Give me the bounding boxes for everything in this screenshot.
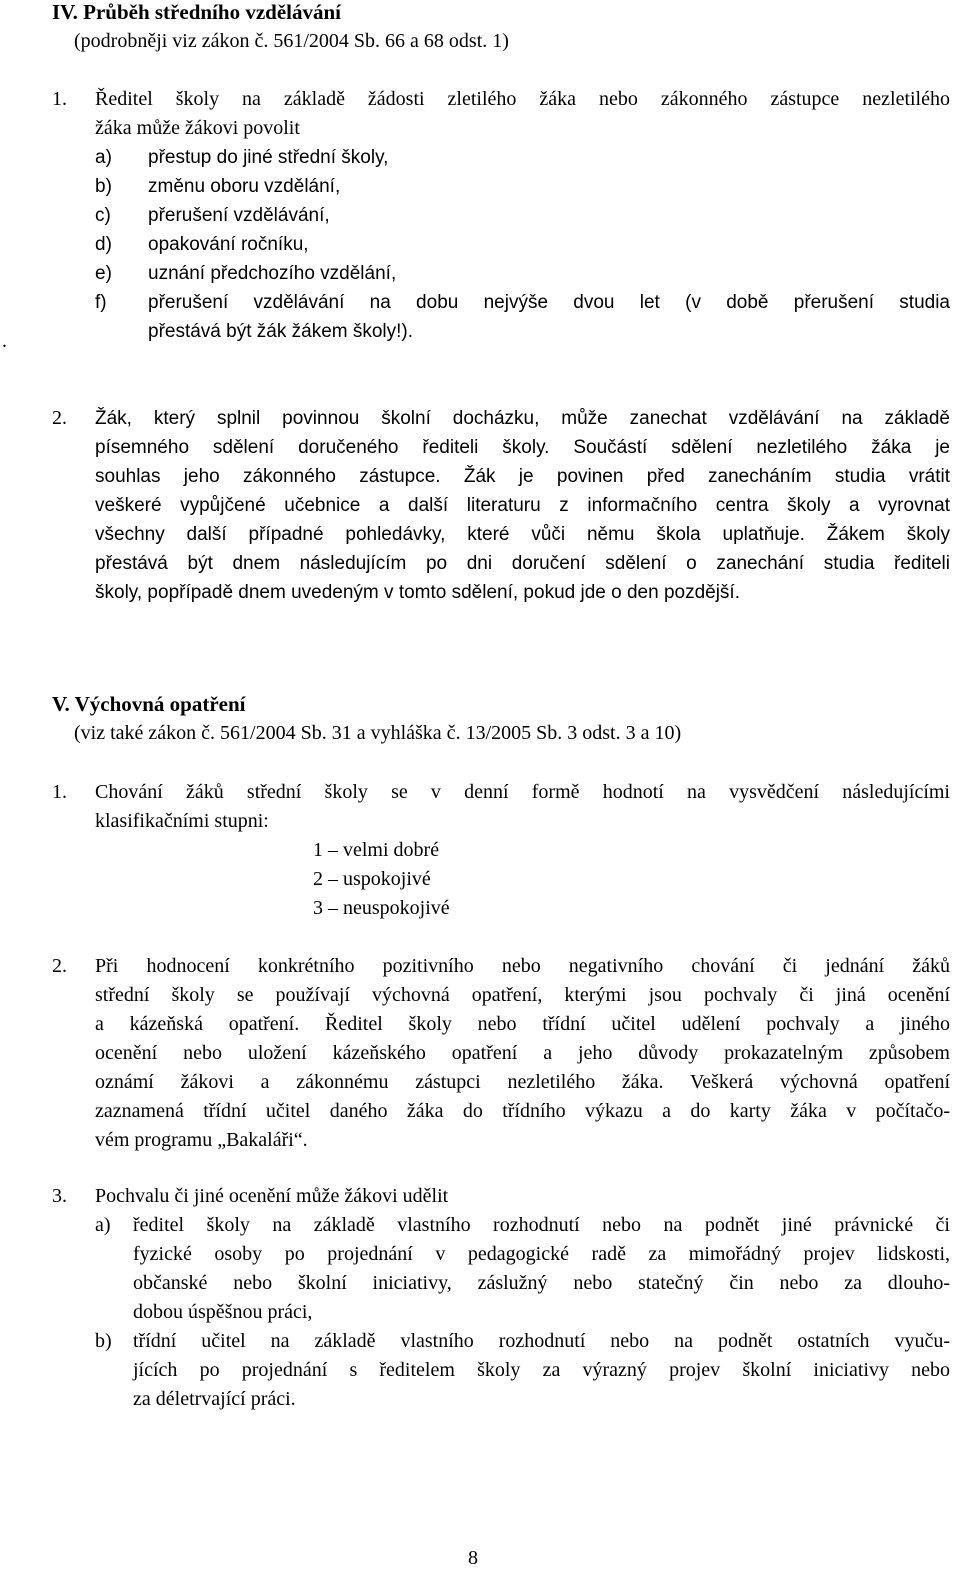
v-item2-line-6: zaznamená třídní učitel daného žáka do třídního výkazu a do karty žáka v počítačo- — [95, 1100, 950, 1122]
v-item2-line-4: ocenění nebo uložení kázeňského opatření a jeho důvody prokazatelným způsobem — [95, 1042, 950, 1064]
iv-sub-d-text: opakování ročníku, — [148, 234, 309, 255]
iv-sub-a-marker: a) — [95, 147, 112, 168]
iv-sub-f-text-2: přestává být žák žákem školy!). — [148, 321, 414, 342]
section-iv-subtitle: (podrobněji viz zákon č. 561/2004 Sb. 66 a 68 odst. 1) — [74, 30, 509, 52]
iv-item2-line-1: Žák, který splnil povinnou školní docházku, může zanechat vzdělávání na základě — [95, 408, 950, 429]
v-item2-line-3: a kázeňská opatření. Ředitel školy nebo třídní učitel udělení pochvaly a jiného — [95, 1013, 950, 1035]
iv-item2-line-7: školy, popřípadě dnem uvedeným v tomto sdělení, pokud jde o den pozdější. — [95, 582, 740, 603]
grade-3: 3 – neuspokojivé — [313, 897, 450, 919]
v-item1-line-2: klasifikačními stupni: — [95, 810, 269, 832]
v-sub-a-marker: a) — [95, 1214, 111, 1236]
v-sub-b-line-3: za déletrvající práci. — [133, 1388, 296, 1410]
iv-sub-b-text: změnu oboru vzdělání, — [148, 176, 341, 197]
iv-sub-b-marker: b) — [95, 176, 112, 197]
section-iv-title: IV. Průběh středního vzdělávání — [52, 0, 341, 24]
iv-item2-line-6: přestává být dnem následujícím po dni doručení sdělení o zanechání studia řediteli — [95, 553, 950, 574]
v-item2-line-7: vém programu „Bakaláři“. — [95, 1129, 308, 1151]
iv-item1-line-1: Ředitel školy na základě žádosti zletilého žáka nebo zákonného zástupce nezletilého — [95, 88, 950, 110]
stray-mark: . — [2, 330, 7, 352]
section-v-title: V. Výchovná opatření — [52, 692, 246, 716]
grade-1: 1 – velmi dobré — [313, 839, 440, 861]
iv-sub-e-marker: e) — [95, 263, 112, 284]
v-sub-a-line-2: fyzické osoby po projednání v pedagogické radě za mimořádný projev lidskosti, — [133, 1243, 950, 1265]
v-sub-a-line-3: občanské nebo školní iniciativy, záslužný nebo statečný čin nebo za dlouho- — [133, 1272, 950, 1294]
v-sub-b-line-1: třídní učitel na základě vlastního rozhodnutí nebo na podnět ostatních vyuču- — [133, 1330, 950, 1352]
v-item1-number: 1. — [52, 781, 67, 803]
page-number: 8 — [468, 1547, 478, 1569]
v-item2-number: 2. — [52, 955, 67, 977]
v-item2-line-1: Při hodnocení konkrétního pozitivního nebo negativního chování či jednání žáků — [95, 955, 950, 977]
v-item1-line-1: Chování žáků střední školy se v denní formě hodnotí na vysvědčení následujícími — [95, 781, 950, 803]
v-sub-a-line-1: ředitel školy na základě vlastního rozhodnutí nebo na podnět jiné právnické či — [133, 1214, 950, 1236]
iv-sub-f-text: přerušení vzdělávání na dobu nejvýše dvou let (v době přerušení studia — [148, 292, 950, 313]
v-item3-lead: Pochvalu či jiné ocenění může žákovi udělit — [95, 1185, 449, 1207]
v-item2-line-2: střední školy se používají výchovná opatření, kterými jsou pochvaly či jiná ocenění — [95, 984, 950, 1006]
v-sub-b-marker: b) — [95, 1330, 112, 1352]
iv-item2-number: 2. — [52, 407, 67, 429]
section-v-subtitle: (viz také zákon č. 561/2004 Sb. 31 a vyhláška č. 13/2005 Sb. 3 odst. 3 a 10) — [74, 722, 682, 744]
iv-sub-f-marker: f) — [95, 292, 107, 313]
iv-item2-line-3: souhlas jeho zákonného zástupce. Žák je povinen před zanecháním studia vrátit — [95, 466, 950, 487]
v-sub-a-line-4: dobou úspěšnou práci, — [133, 1301, 313, 1323]
iv-item1-line-2: žáka může žákovi povolit — [95, 117, 300, 139]
iv-item2-line-4: veškeré vypůjčené učebnice a další literaturu z informačního centra školy a vyrovnat — [95, 495, 950, 516]
v-sub-b-line-2: jících po projednání s ředitelem školy za výrazný projev školní iniciativy nebo — [133, 1359, 950, 1381]
iv-sub-c-text: přerušení vzdělávání, — [148, 205, 330, 226]
iv-sub-c-marker: c) — [95, 205, 111, 226]
iv-item1-number: 1. — [52, 88, 67, 110]
iv-sub-d-marker: d) — [95, 234, 112, 255]
grade-2: 2 – uspokojivé — [313, 868, 431, 890]
v-item3-number: 3. — [52, 1185, 67, 1207]
iv-item2-line-2: písemného sdělení doručeného řediteli školy. Součástí sdělení nezletilého žáka je — [95, 437, 950, 458]
v-item2-line-5: oznámí žákovi a zákonnému zástupci nezletilého žáka. Veškerá výchovná opatření — [95, 1071, 950, 1093]
iv-sub-e-text: uznání předchozího vzdělání, — [148, 263, 397, 284]
iv-item2-line-5: všechny další případné pohledávky, které vůči němu škola uplatňuje. Žákem školy — [95, 524, 950, 545]
iv-sub-a-text: přestup do jiné střední školy, — [148, 147, 389, 168]
